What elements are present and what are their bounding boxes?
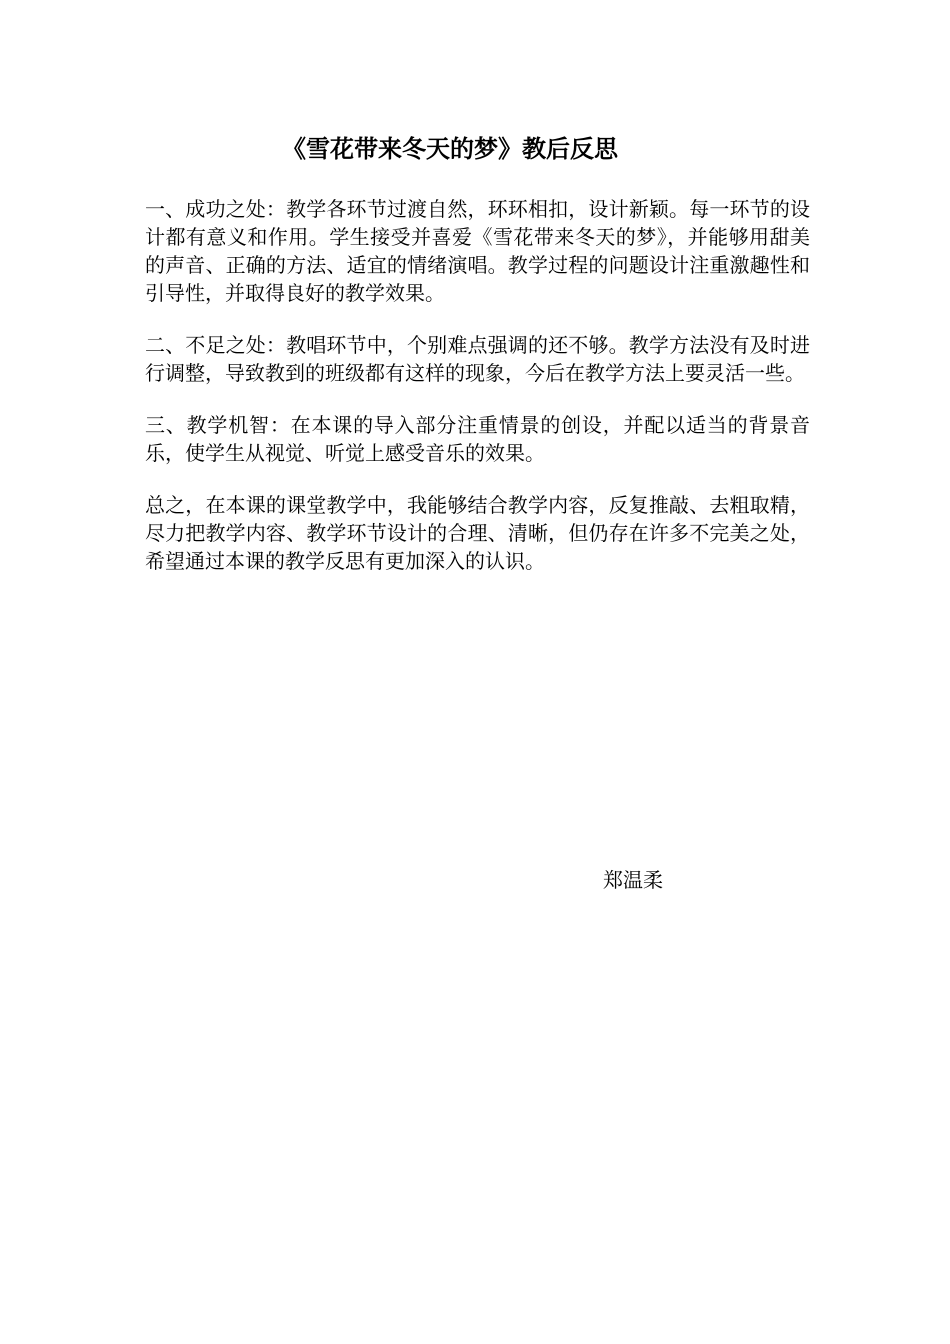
paragraph-teaching-wit: 三、教学机智：在本课的导入部分注重情景的创设，并配以适当的背景音乐，使学生从视觉、听觉上感受音乐的效果。 <box>145 413 810 465</box>
document-body <box>145 195 810 599</box>
paragraph-shortcomings: 二、不足之处：教唱环节中，个别难点强调的还不够。教学方法没有及时进行调整，导致教到的班级都有这样的现象，今后在教学方法上要灵活一些。 <box>145 333 810 385</box>
paragraph-successes: 一、成功之处：教学各环节过渡自然，环环相扣，设计新颖。每一环节的设计都有意义和作用。学生接受并喜爱《雪花带来冬天的梦》，并能够用甜美的声音、正确的方法、适宜的情绪演唱。教学过程的问题设计注重激趣性和引导性，并取得良好的教学效果。 <box>145 197 810 305</box>
author-signature: 郑温柔 <box>603 868 663 892</box>
paragraph-conclusion: 总之，在本课的课堂教学中，我能够结合教学内容，反复推敲、去粗取精，尽力把教学内容、教学环节设计的合理、清晰，但仍存在许多不完美之处，希望通过本课的教学反思有更加深入的认识。 <box>145 493 810 573</box>
document-title: 《雪花带来冬天的梦》教后反思 <box>282 134 618 163</box>
